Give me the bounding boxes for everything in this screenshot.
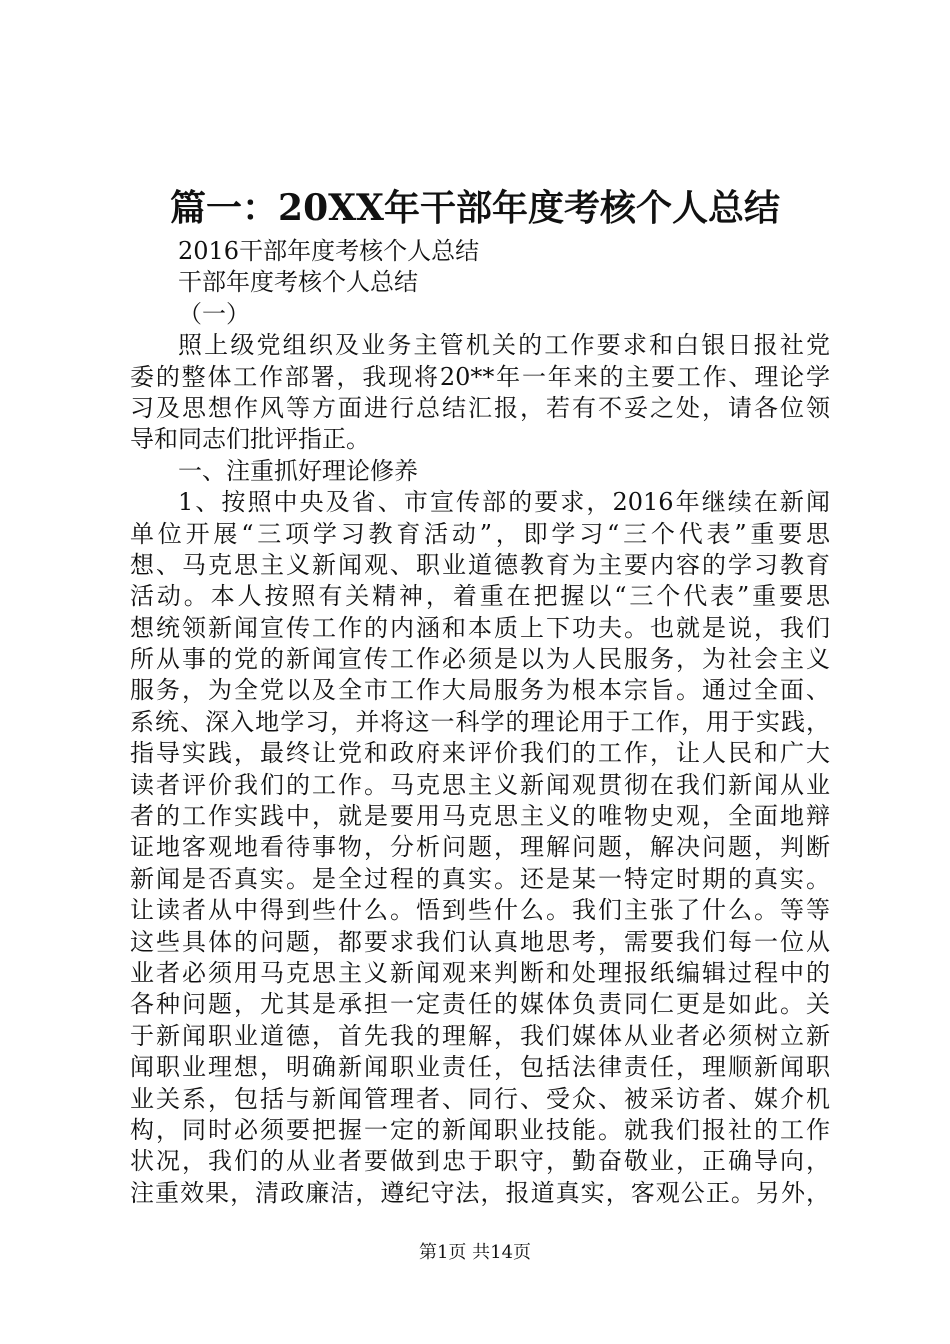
text-line: 一、注重抓好理论修养 (178, 456, 418, 485)
text-line: 委的整体工作部署，我现将20**年一年来的主要工作、理论学 (130, 362, 830, 391)
text-line: 所从事的党的新闻宣传工作必须是以为人民服务，为社会主义 (130, 645, 830, 674)
text-line: 单位开展“三项学习教育活动”，即学习“三个代表”重要思 (130, 519, 830, 548)
text-line: 业关系，包括与新闻管理者、同行、受众、被采访者、媒介机 (130, 1084, 830, 1113)
page-footer: 第1页 共14页 (418, 1242, 532, 1263)
text-line: 于新闻职业道德，首先我的理解，我们媒体从业者必须树立新 (130, 1021, 830, 1050)
text-line: 注重效果，清政廉洁，遵纪守法，报道真实，客观公正。另外， (130, 1178, 830, 1207)
text-line: 照上级党组织及业务主管机关的工作要求和白银日报社党 (178, 331, 830, 360)
text-line: 习及思想作风等方面进行总结汇报，若有不妥之处，请各位领 (130, 393, 830, 422)
text-line: 让读者从中得到些什么。悟到些什么。我们主张了什么。等等 (130, 896, 830, 925)
text-line: 者的工作实践中，就是要用马克思主义的唯物史观，全面地辩 (130, 802, 830, 831)
text-line: 干部年度考核个人总结 (178, 268, 418, 297)
text-line: （一） (178, 299, 250, 328)
text-line: 指导实践，最终让党和政府来评价我们的工作，让人民和广大 (130, 739, 830, 768)
text-line: 2016干部年度考核个人总结 (178, 237, 480, 265)
text-line: 系统、深入地学习，并将这一科学的理论用于工作，用于实践， (130, 707, 830, 736)
text-line: 闻职业理想，明确新闻职业责任，包括法律责任，理顺新闻职 (130, 1053, 830, 1082)
text-line: 证地客观地看待事物，分析问题，理解问题，解决问题，判断 (130, 833, 830, 862)
text-line: 这些具体的问题，都要求我们认真地思考，需要我们每一位从 (130, 927, 830, 956)
text-line: 服务，为全党以及全市工作大局服务为根本宗旨。通过全面、 (130, 676, 830, 705)
document-body (130, 236, 830, 1209)
text-line: 导和同志们批评指正。 (130, 425, 370, 454)
text-line: 构，同时必须要把握一定的新闻职业技能。就我们报社的工作 (130, 1115, 830, 1144)
text-line: 1、按照中央及省、市宣传部的要求，2016年继续在新闻 (178, 488, 830, 517)
text-line: 读者评价我们的工作。马克思主义新闻观贯彻在我们新闻从业 (130, 770, 830, 799)
text-line: 想统领新闻宣传工作的内涵和本质上下功夫。也就是说，我们 (130, 613, 830, 642)
text-line: 想、马克思主义新闻观、职业道德教育为主要内容的学习教育 (130, 550, 830, 579)
document-title: 篇一：20XX年干部年度考核个人总结 (170, 187, 780, 229)
text-line: 业者必须用马克思主义新闻观来判断和处理报纸编辑过程中的 (130, 958, 830, 987)
text-line: 状况，我们的从业者要做到忠于职守，勤奋敬业，正确导向， (130, 1147, 830, 1176)
text-line: 各种问题，尤其是承担一定责任的媒体负责同仁更是如此。关 (130, 990, 830, 1019)
text-line: 新闻是否真实。是全过程的真实。还是某一特定时期的真实。 (130, 864, 830, 893)
text-line: 活动。本人按照有关精神，着重在把握以“三个代表”重要思 (130, 582, 830, 611)
